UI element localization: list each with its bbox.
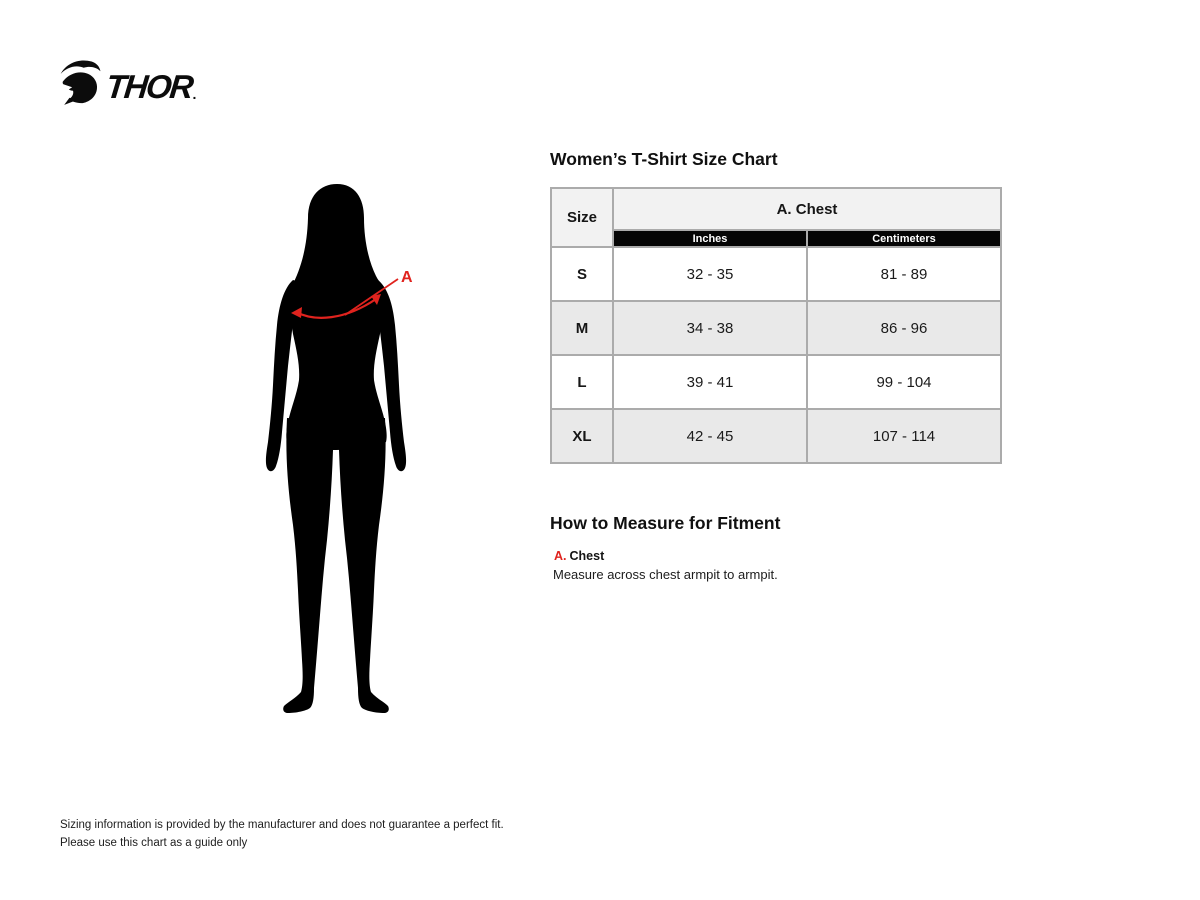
logo-wordmark: THOR xyxy=(104,68,194,105)
centimeters-value: 86 - 96 xyxy=(807,301,1001,355)
table-row-s xyxy=(551,247,1001,301)
inches-column-header: Inches xyxy=(613,230,807,247)
thor-helmet-icon xyxy=(58,56,104,106)
size-column-header: Size xyxy=(551,188,613,247)
table-row-m xyxy=(551,301,1001,355)
size-chart-table xyxy=(550,187,1002,464)
centimeters-value: 99 - 104 xyxy=(807,355,1001,409)
main-content xyxy=(550,149,1002,582)
disclaimer-line-2: Please use this chart as a guide only xyxy=(60,836,248,849)
inches-value: 32 - 35 xyxy=(613,247,807,301)
chest-point-label: A xyxy=(401,269,413,286)
measure-item-key: A. xyxy=(554,549,567,563)
chest-measurement-header: A. Chest xyxy=(613,188,1001,230)
inches-value: 39 - 41 xyxy=(613,355,807,409)
disclaimer-line-1: Sizing information is provided by the manufacturer and does not guarantee a perfect fit. xyxy=(60,819,504,831)
centimeters-value: 107 - 114 xyxy=(807,409,1001,463)
measure-item-label xyxy=(554,549,1002,563)
size-label: XL xyxy=(551,409,613,463)
inches-value: 42 - 45 xyxy=(613,409,807,463)
size-label: L xyxy=(551,355,613,409)
how-to-measure-heading: How to Measure for Fitment xyxy=(550,513,781,533)
table-row-l xyxy=(551,355,1001,409)
disclaimer xyxy=(60,817,504,853)
size-label: M xyxy=(551,301,613,355)
thor-logo xyxy=(58,56,196,106)
woman-silhouette-figure xyxy=(230,170,450,720)
measurement-figure xyxy=(230,170,450,720)
size-label: S xyxy=(551,247,613,301)
logo-trademark-dot: . xyxy=(192,86,197,102)
centimeters-column-header: Centimeters xyxy=(807,230,1001,247)
inches-value: 34 - 38 xyxy=(613,301,807,355)
measure-item-description: Measure across chest armpit to armpit. xyxy=(553,567,778,582)
page-title: Women’s T-Shirt Size Chart xyxy=(550,149,778,169)
measure-item-name: Chest xyxy=(569,549,605,563)
woman-silhouette xyxy=(266,184,406,713)
table-row-xl xyxy=(551,409,1001,463)
centimeters-value: 81 - 89 xyxy=(807,247,1001,301)
